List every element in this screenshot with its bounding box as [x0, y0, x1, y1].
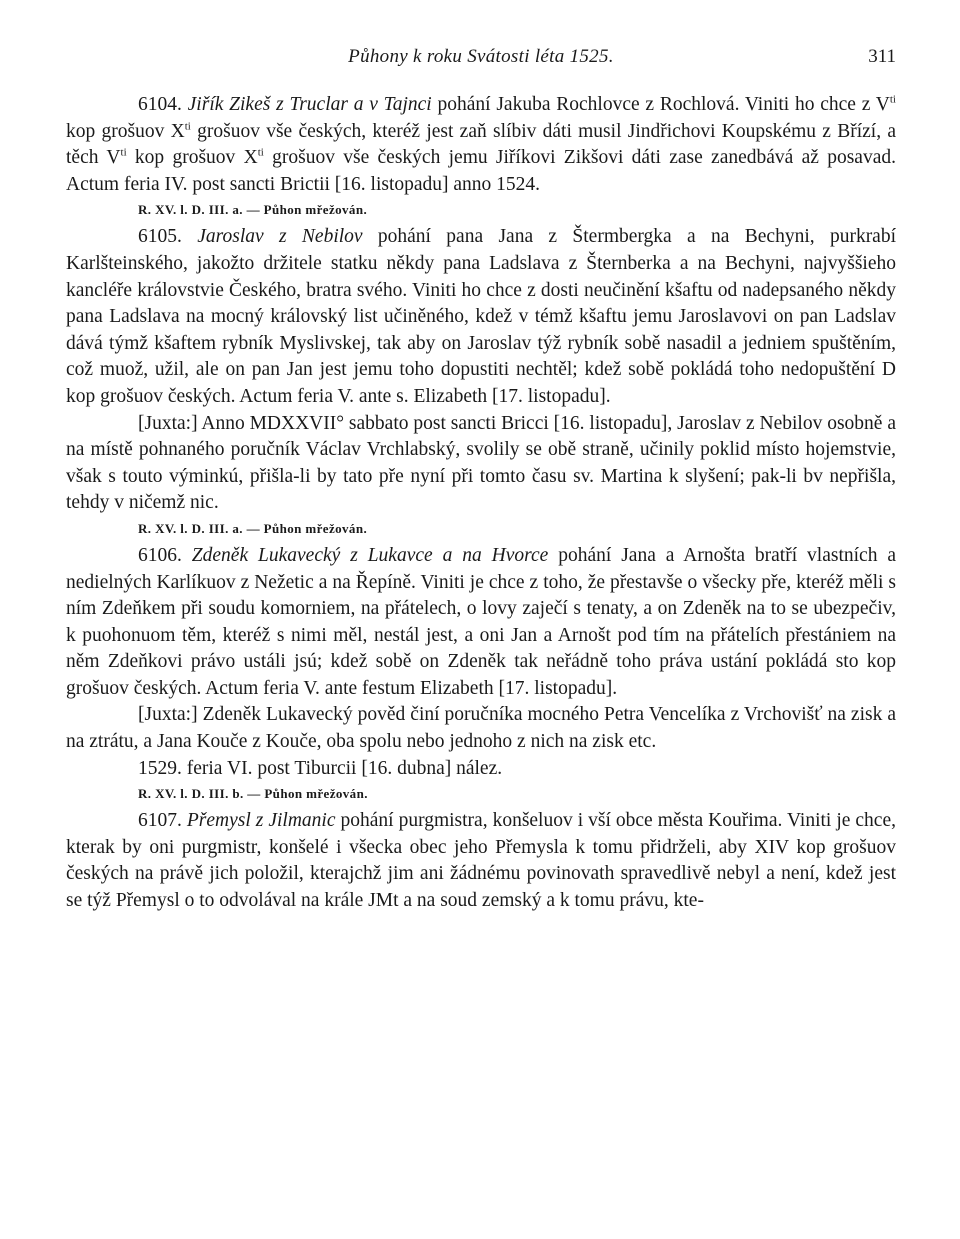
page-number: 311 [868, 46, 896, 67]
entry-6104 [66, 92, 896, 198]
entry-6105-juxta: [Juxta:] Anno MDXXVII° sabbato post sancti Bricci [16. listopadu], Jaroslav z Nebilov osobně a na místě pohnaného poručník Václav Vrchlabský, svolily se obě straně, učinily poklid místo hojemstvie, však s touto výminkú, přišla-li by tato pře nyní při tomto času sv. Martina k slyšení; pak-li bv nepřišla, tehdy v ničemž nic. [66, 412, 896, 514]
entry-text: pohání pana Jana z Štermbergka a na Bechyni, purkrabí Karlšteinského, jakožto držitele statku někdy pana Ladslava z Šternberka a na Bechyni, najvyššieho kancléře královstvie Českého, bratra svého. Viniti ho chce z dosti neučinění kšaftu od nadepsaného někdy pana Ladslava na mocný královský list učiněného, kdež v témž kšaftu jemu Jaroslavovi on pan Ladslav dává týmž kšaftem rybník Myslivskej, tak aby on Jaroslav týž rybník sobě nasadil a jedniem spuštěním, což muož, užil, ale on pan Jan jest jemu toho dopustiti nechtěl; kdež sobě pokládá toho nedopuštění D kop grošuov českých. Actum feria V. ante s. Elizabeth [17. listopadu]. [66, 226, 897, 407]
source-reference: R. XV. l. D. III. a. — Půhon mřežován. [138, 520, 368, 536]
entry-text: kop grošuov X [66, 120, 185, 142]
entry-text: grošuov vše českých jemu Jiříkovi Zikšovi dáti zase zanedbává až posavad. Actum feria IV. post sancti Brictii [16. listopadu] anno 1524. [66, 147, 896, 195]
superscript: ti [889, 93, 896, 106]
entry-number: 6106. [138, 544, 182, 566]
entry-number: 6105. [138, 226, 182, 248]
running-title: Půhony k roku Svátosti léta 1525. [348, 46, 614, 67]
superscript: ti [184, 120, 191, 133]
document-body [66, 92, 896, 915]
entry-text: pohání purgmistra, konšeluov i vší obce města Kouřima. Viniti je chce, kterak by oni purgmistr, konšelé i všecka obec jeho Přemysla k tomu přidrželi, aby XIV kop grošuov českých na právě jich položil, kterajchž jim ani žádnému povinovath spravedlivě nebyl a není, kdež jest se týž Přemysl o to odvolával na krále JMt a na soud zemský a k tomu právu, kte- [66, 810, 896, 912]
superscript: ti [120, 146, 127, 159]
entry-6107 [66, 808, 896, 914]
entry-text: grošuov vše českých, kteréž jest zaň slíbiv dáti musil Jindřichovi Koupskému z Břízí, a těch V [66, 120, 896, 169]
entry-parties: Jaroslav z Nebilov [197, 226, 363, 248]
source-reference: R. XV. l. D. III. b. — Půhon mřežován. [138, 786, 368, 802]
entry-number: 6107. [138, 810, 182, 832]
entry-parties: Zdeněk Lukavecký z Lukavce a na Hvorce [191, 544, 549, 566]
entry-number: 6104. [138, 94, 182, 115]
entry-parties: Jiřík Zikeš z Truclar a v Tajnci [187, 94, 432, 115]
entry-text: pohání Jana a Arnošta bratří vlastních a nedielných Karlíkuov z Nežetic a na Řepíně. Viniti je chce z toho, že přestavše o všecky pře, kteréž měli s ním Zdeňkem při soudu komorniem, na přátelech, o lovy zaječí s tenaty, a on Zdeněk na to se ubezpečiv, k puohonuom těm, kteréž s nimi měl, nestál jest, a oni Jan a Arnošt pod tím na přátelích přestániem na něm Zdeňkovi právo ustáli jsú; kdež sobě on Zdeněk tak neřádně toho práva ustání pokládá sto kop grošuov českých. Actum feria V. ante festum Elizabeth [17. listopadu]. [66, 544, 897, 699]
entry-6106-finding: 1529. feria VI. post Tiburcii [16. dubna] nález. [138, 757, 503, 779]
entry-6106-juxta: [Juxta:] Zdeněk Lukavecký pověd činí poručníka mocného Petra Vencelíka z Vrchovišť na zisk a na ztrátu, a Jana Kouče z Kouče, oba spolu nebo jednoho z nich na zisk etc. [66, 704, 896, 753]
source-reference: R. XV. l. D. III. a. — Půhon mřežován. [138, 202, 368, 218]
entry-6105 [66, 224, 896, 410]
entry-text: kop grošuov X [126, 147, 258, 169]
page-header [66, 46, 896, 76]
entry-parties: Přemysl z Jilmanic [186, 810, 336, 832]
superscript: ti [257, 146, 264, 159]
entry-6106 [66, 543, 896, 703]
entry-text: pohání Jakuba Rochlovce z Rochlová. Viniti ho chce z V [431, 94, 890, 115]
